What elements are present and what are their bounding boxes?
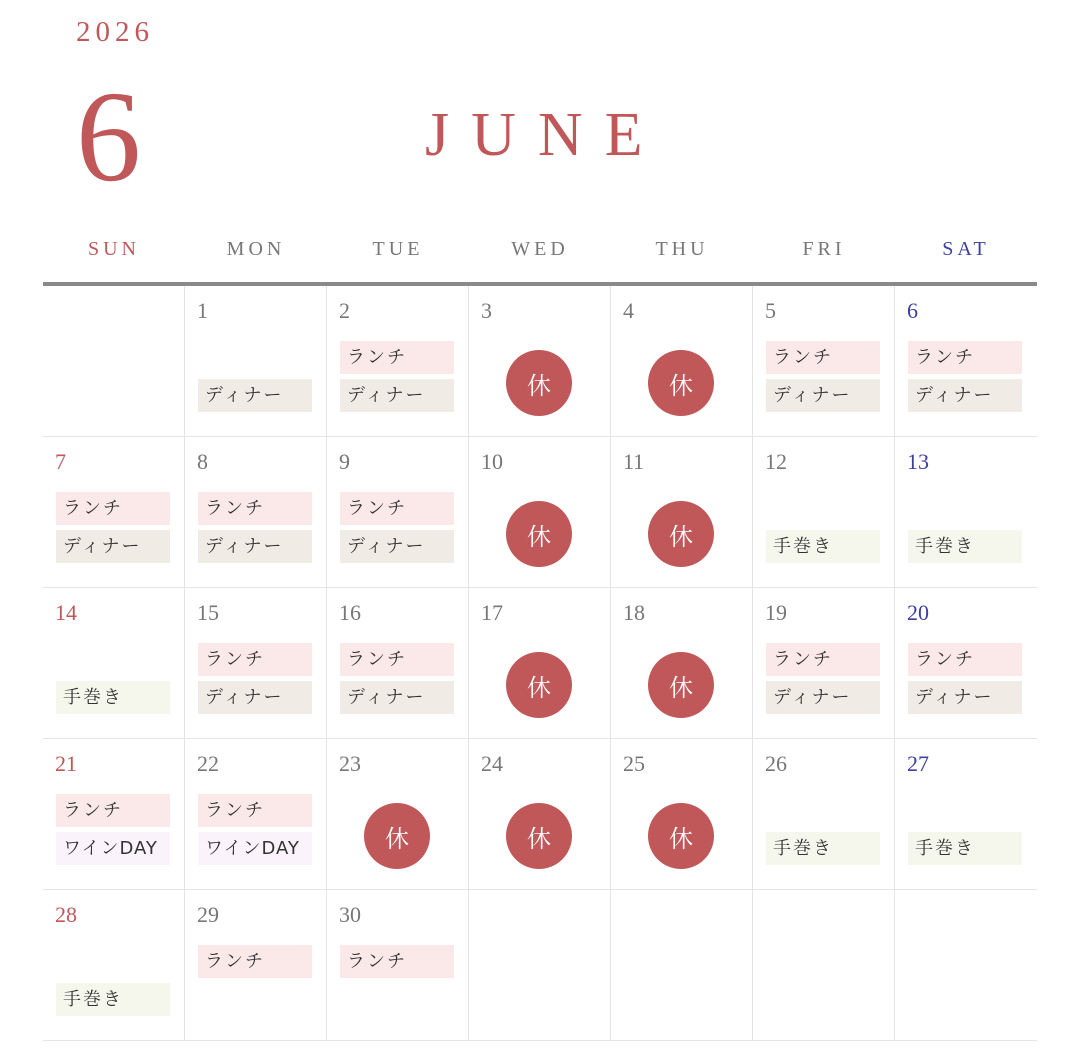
dinner-tag: ディナー <box>340 379 454 412</box>
temaki-tag: 手巻き <box>908 832 1022 865</box>
closed-badge: 休 <box>648 652 714 718</box>
weekday-header <box>43 238 1037 272</box>
day-cell-29[interactable] <box>185 890 327 1041</box>
weekday-mon: MON <box>226 238 286 260</box>
dinner-tag: ディナー <box>340 681 454 714</box>
day-cell-6[interactable] <box>895 286 1037 437</box>
weekday-sat: SAT <box>942 238 990 260</box>
temaki-tag: 手巻き <box>56 983 170 1016</box>
day-cell-28[interactable] <box>43 890 185 1041</box>
day-cell-7[interactable] <box>43 437 185 588</box>
day-cell-15[interactable] <box>185 588 327 739</box>
day-cell-3[interactable] <box>469 286 611 437</box>
month-name: JUNE <box>425 101 665 169</box>
lunch-tag: ランチ <box>766 643 880 676</box>
day-number: 18 <box>623 600 645 625</box>
weekday-tue: TUE <box>372 238 424 260</box>
empty-day-cell <box>469 890 611 1041</box>
day-number: 13 <box>907 449 929 474</box>
day-cell-9[interactable] <box>327 437 469 588</box>
wine-tag: ワインDAY <box>198 832 312 865</box>
day-number: 20 <box>907 600 929 625</box>
lunch-tag: ランチ <box>198 945 312 978</box>
day-number: 2 <box>339 298 350 323</box>
temaki-tag: 手巻き <box>766 832 880 865</box>
empty-day-cell <box>43 286 185 437</box>
temaki-tag: 手巻き <box>56 681 170 714</box>
day-number: 17 <box>481 600 503 625</box>
day-number: 22 <box>197 751 219 776</box>
lunch-tag: ランチ <box>198 794 312 827</box>
day-cell-19[interactable] <box>753 588 895 739</box>
day-number: 5 <box>765 298 776 323</box>
day-cell-2[interactable] <box>327 286 469 437</box>
day-cell-16[interactable] <box>327 588 469 739</box>
dinner-tag: ディナー <box>56 530 170 563</box>
dinner-tag: ディナー <box>340 530 454 563</box>
day-cell-20[interactable] <box>895 588 1037 739</box>
day-cell-24[interactable] <box>469 739 611 890</box>
day-cell-27[interactable] <box>895 739 1037 890</box>
day-number: 8 <box>197 449 208 474</box>
day-number: 10 <box>481 449 503 474</box>
day-number: 27 <box>907 751 929 776</box>
day-number: 29 <box>197 902 219 927</box>
day-number: 25 <box>623 751 645 776</box>
dinner-tag: ディナー <box>908 681 1022 714</box>
closed-badge: 休 <box>506 652 572 718</box>
lunch-tag: ランチ <box>198 643 312 676</box>
calendar-year: 2026 <box>76 16 154 48</box>
day-number: 9 <box>339 449 350 474</box>
weekday-wed: WED <box>511 238 569 260</box>
day-cell-10[interactable] <box>469 437 611 588</box>
closed-badge: 休 <box>648 350 714 416</box>
wine-tag: ワインDAY <box>56 832 170 865</box>
closed-badge: 休 <box>506 803 572 869</box>
closed-badge: 休 <box>506 350 572 416</box>
closed-badge: 休 <box>364 803 430 869</box>
day-cell-12[interactable] <box>753 437 895 588</box>
day-cell-26[interactable] <box>753 739 895 890</box>
weekday-fri: FRI <box>802 238 846 260</box>
lunch-tag: ランチ <box>908 643 1022 676</box>
day-cell-1[interactable] <box>185 286 327 437</box>
day-number: 15 <box>197 600 219 625</box>
temaki-tag: 手巻き <box>908 530 1022 563</box>
dinner-tag: ディナー <box>198 530 312 563</box>
empty-day-cell <box>611 890 753 1041</box>
closed-badge: 休 <box>506 501 572 567</box>
lunch-tag: ランチ <box>56 492 170 525</box>
day-number: 19 <box>765 600 787 625</box>
empty-day-cell <box>895 890 1037 1041</box>
day-cell-22[interactable] <box>185 739 327 890</box>
day-number: 16 <box>339 600 361 625</box>
day-number: 3 <box>481 298 492 323</box>
day-cell-18[interactable] <box>611 588 753 739</box>
day-number: 23 <box>339 751 361 776</box>
empty-day-cell <box>753 890 895 1041</box>
day-number: 1 <box>197 298 208 323</box>
dinner-tag: ディナー <box>766 379 880 412</box>
weekday-sun: SUN <box>87 238 140 260</box>
lunch-tag: ランチ <box>340 643 454 676</box>
lunch-tag: ランチ <box>340 341 454 374</box>
day-cell-21[interactable] <box>43 739 185 890</box>
closed-badge: 休 <box>648 803 714 869</box>
day-number: 11 <box>623 449 645 474</box>
weekday-thu: THU <box>655 238 709 260</box>
day-number: 24 <box>481 751 503 776</box>
dinner-tag: ディナー <box>198 681 312 714</box>
day-cell-23[interactable] <box>327 739 469 890</box>
calendar-grid <box>43 286 1037 1041</box>
lunch-tag: ランチ <box>340 492 454 525</box>
day-cell-11[interactable] <box>611 437 753 588</box>
dinner-tag: ディナー <box>198 379 312 412</box>
day-cell-14[interactable] <box>43 588 185 739</box>
day-number: 12 <box>765 449 787 474</box>
day-cell-8[interactable] <box>185 437 327 588</box>
lunch-tag: ランチ <box>56 794 170 827</box>
day-number: 4 <box>623 298 634 323</box>
day-number: 7 <box>55 449 66 474</box>
lunch-tag: ランチ <box>340 945 454 978</box>
day-number: 30 <box>339 902 361 927</box>
lunch-tag: ランチ <box>198 492 312 525</box>
day-number: 6 <box>907 298 918 323</box>
day-cell-30[interactable] <box>327 890 469 1041</box>
lunch-tag: ランチ <box>908 341 1022 374</box>
day-cell-13[interactable] <box>895 437 1037 588</box>
month-number: 6 <box>76 65 141 209</box>
day-number: 21 <box>55 751 77 776</box>
closed-badge: 休 <box>648 501 714 567</box>
day-cell-25[interactable] <box>611 739 753 890</box>
day-number: 14 <box>55 600 77 625</box>
day-cell-4[interactable] <box>611 286 753 437</box>
day-cell-5[interactable] <box>753 286 895 437</box>
dinner-tag: ディナー <box>908 379 1022 412</box>
dinner-tag: ディナー <box>766 681 880 714</box>
day-cell-17[interactable] <box>469 588 611 739</box>
day-number: 28 <box>55 902 77 927</box>
temaki-tag: 手巻き <box>766 530 880 563</box>
lunch-tag: ランチ <box>766 341 880 374</box>
day-number: 26 <box>765 751 787 776</box>
